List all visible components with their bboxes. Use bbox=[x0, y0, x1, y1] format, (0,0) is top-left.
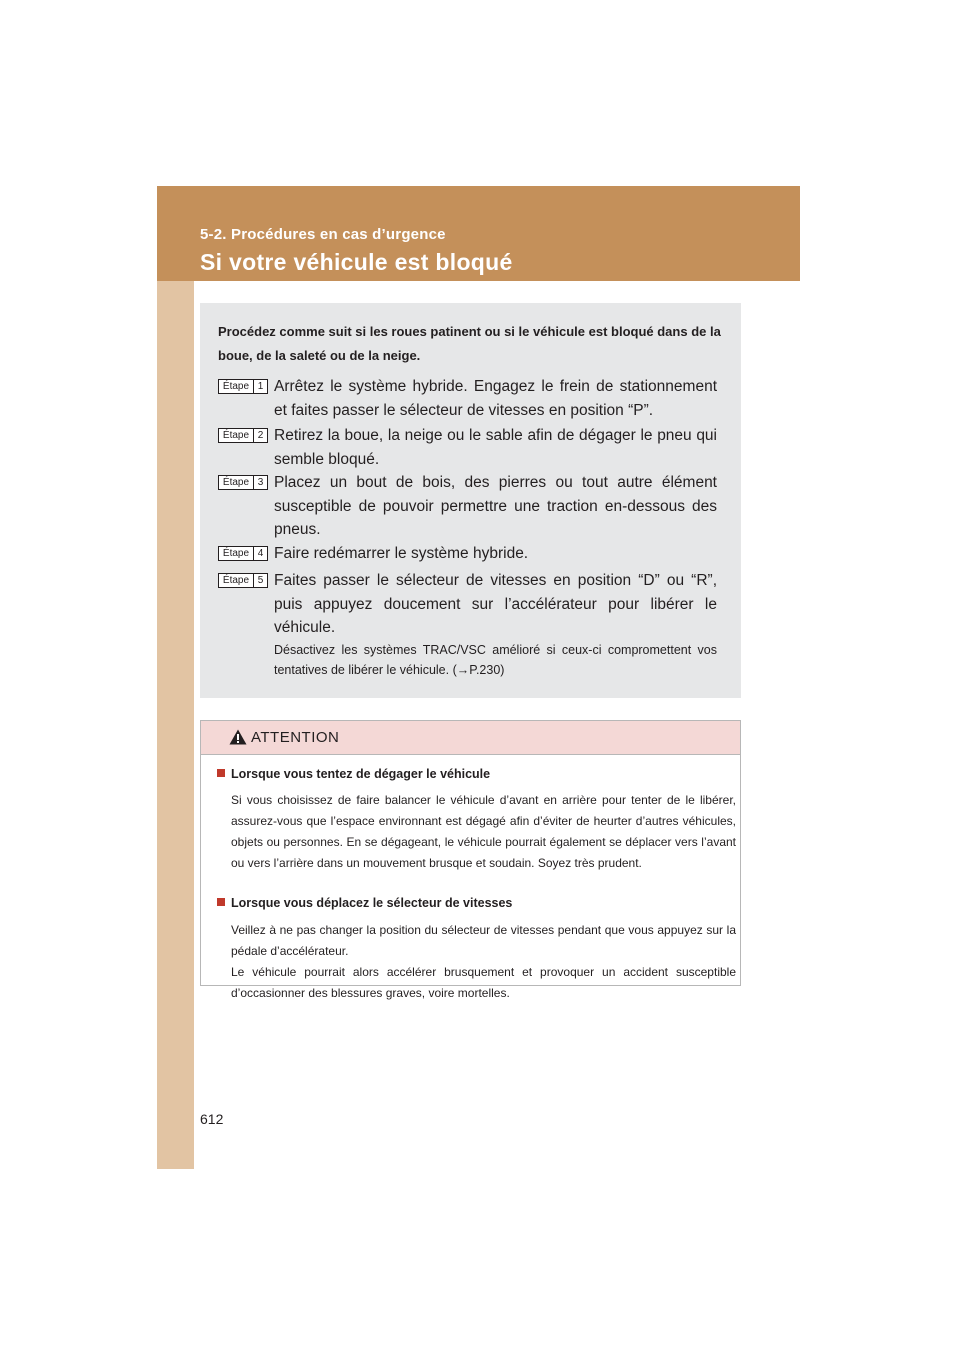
step-text: Faire redémarrer le système hybride. bbox=[274, 545, 529, 562]
warning-text: Le véhicule pourrait alors accélérer brusquement et provoquer un accident susceptible d’occasionner des blessures graves, voire mortelles. bbox=[231, 965, 736, 1000]
step-badge-word: Étape bbox=[222, 430, 250, 441]
warning-heading bbox=[217, 896, 737, 910]
warning-heading bbox=[217, 767, 737, 781]
step-text: Retirez la boue, la neige ou le sable afin de dégager le pneu qui semble bloqué. bbox=[274, 427, 717, 468]
step-badge bbox=[218, 573, 268, 588]
warning-header bbox=[201, 721, 740, 755]
page-title: Si votre véhicule est bloqué bbox=[200, 249, 513, 275]
section-label: 5-2. Procédures en cas d’urgence bbox=[200, 226, 446, 243]
warning-title: ATTENTION bbox=[251, 729, 340, 746]
bullet-square-icon bbox=[217, 898, 225, 906]
warning-triangle-icon bbox=[229, 729, 247, 750]
step-badge-number: 1 bbox=[253, 380, 267, 393]
bullet-square-icon bbox=[217, 769, 225, 777]
step-badge bbox=[218, 428, 268, 443]
step-badge-number: 2 bbox=[253, 429, 267, 442]
step-badge bbox=[218, 546, 268, 561]
page-number: 612 bbox=[200, 1111, 224, 1127]
step-text: Placez un bout de bois, des pierres ou tout autre élément susceptible de pouvoir permettre une traction en-dessous des pneus. bbox=[274, 474, 717, 538]
step-badge-word: Étape bbox=[222, 477, 250, 488]
procedure-intro: Procédez comme suit si les roues patinent ou si le véhicule est bloqué dans de la boue, de la saleté ou de la neige. bbox=[218, 324, 721, 363]
step-badge-word: Étape bbox=[222, 548, 250, 559]
step-badge-word: Étape bbox=[222, 381, 250, 392]
step-badge-number: 5 bbox=[253, 574, 267, 587]
step-text: Faites passer le sélecteur de vitesses en position “D” ou “R”, puis appuyez doucement sur l’accélérateur pour libérer le véhicule. bbox=[274, 572, 717, 636]
step-text: Arrêtez le système hybride. Engagez le frein de stationnement et faites passer le sélecteur de vitesses en position “P”. bbox=[274, 378, 717, 419]
step-note: Désactivez les systèmes TRAC/VSC amélioré si ceux-ci compromettent vos tentatives de libérer le véhicule. (→P.230) bbox=[274, 643, 717, 677]
warning-text: Veillez à ne pas changer la position du sélecteur de vitesses pendant que vous appuyez sur la pédale d’accélérateur. bbox=[231, 923, 736, 958]
warning-heading-text: Lorsque vous déplacez le sélecteur de vitesses bbox=[231, 896, 513, 910]
warning-heading-text: Lorsque vous tentez de dégager le véhicule bbox=[231, 767, 491, 781]
warning-text: Si vous choisissez de faire balancer le véhicule d’avant en arrière pour tenter de le libérer, assurez-vous que l’espace environnant est dégagé afin d’éviter de heurter d’autres véhicules, objets ou personnes. En se dégageant, le véhicule pourrait également se déplacer vers l’avant ou vers l’arrière dans un mouvement brusque et soudain. Soyez très prudent. bbox=[231, 793, 736, 870]
step-badge-number: 3 bbox=[253, 476, 267, 489]
step-badge-word: Étape bbox=[222, 575, 250, 586]
step-badge-number: 4 bbox=[253, 547, 267, 560]
step-badge bbox=[218, 475, 268, 490]
side-strip bbox=[157, 281, 194, 1169]
step-badge bbox=[218, 379, 268, 394]
